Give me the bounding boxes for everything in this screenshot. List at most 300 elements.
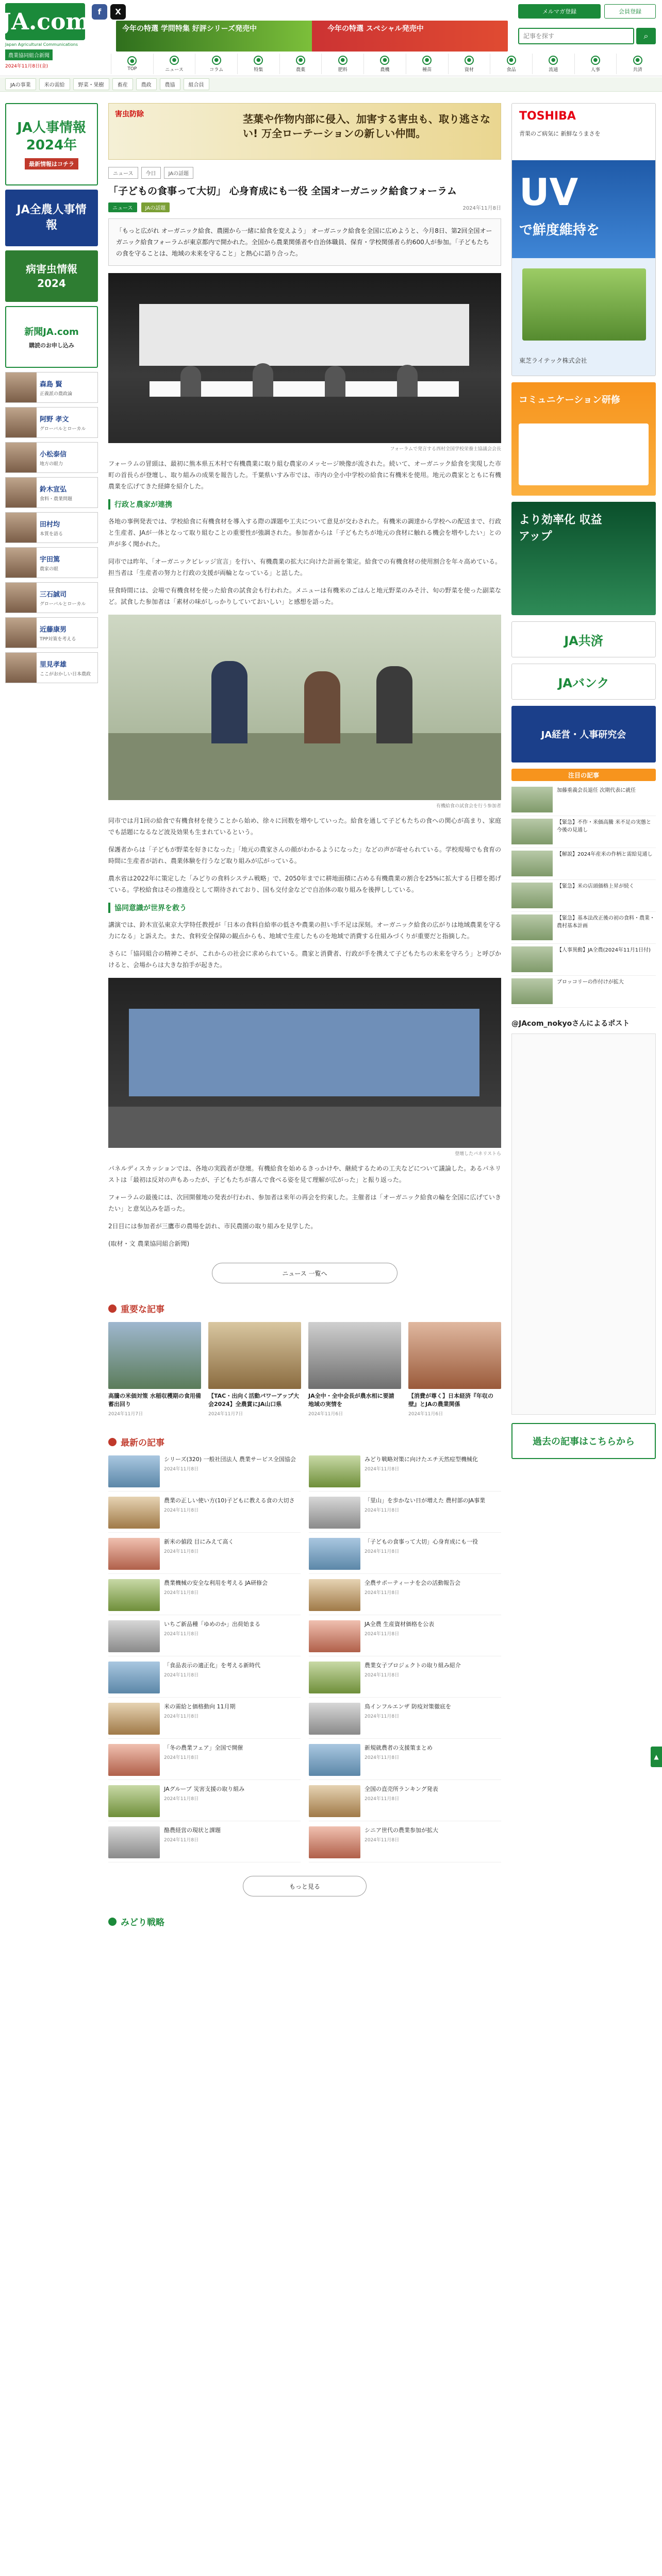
nav-item[interactable] xyxy=(406,54,448,74)
news-icon: ● xyxy=(170,56,179,65)
featured-news-item[interactable] xyxy=(511,816,656,848)
columnist-column: 農家の眼 xyxy=(40,566,59,572)
featured-news-item[interactable] xyxy=(511,976,656,1008)
columnist-column: 正義派の農政論 xyxy=(40,391,73,397)
latest-article-item[interactable] xyxy=(108,1826,301,1862)
article-thumbnail xyxy=(108,1497,160,1529)
header-ad-banner[interactable] xyxy=(116,21,508,52)
zennoh-personnel-banner[interactable] xyxy=(5,190,98,246)
latest-article-date: 2024年11月8日 xyxy=(164,1467,199,1472)
latest-article-date: 2024年11月8日 xyxy=(365,1673,400,1678)
food-icon: ● xyxy=(507,56,516,65)
newsletter-button[interactable]: メルマガ登録 xyxy=(518,4,601,19)
latest-article-date: 2024年11月8日 xyxy=(164,1714,199,1719)
search-input[interactable] xyxy=(518,28,634,44)
latest-articles-title: 最新の記事 xyxy=(121,1438,164,1448)
article-thumbnail xyxy=(309,1579,360,1611)
important-articles-heading xyxy=(108,1302,501,1315)
nav-item-label: 食品 xyxy=(506,67,516,73)
subnav-item[interactable]: 米の需給 xyxy=(39,78,70,90)
columnist-list xyxy=(5,372,98,683)
site-logo[interactable] xyxy=(1,3,90,69)
latest-article-title: 農業の正しい使い方(10)子どもに教える食の大切さ xyxy=(164,1497,295,1504)
nav-item[interactable] xyxy=(532,54,574,74)
columnist-name: 里見孝雄 xyxy=(40,660,67,669)
latest-article-item[interactable] xyxy=(108,1785,301,1821)
article-paragraph: 昼食時間には、会場で有機食材を使った給食の試食会も行われた。メニューは有機米のごはんと地元野菜のみそ汁、旬の野菜を使った副菜など。試食した参加者は「素材の味がしっかりしていておいしい」と感想を語った。 xyxy=(108,587,501,605)
avatar xyxy=(6,478,37,507)
columnist-card[interactable] xyxy=(5,477,98,508)
latest-article-date: 2024年11月8日 xyxy=(365,1797,400,1802)
important-articles xyxy=(108,1322,501,1417)
article-card-title: JA全中・全中会長が農水相に要請 地域の実情を xyxy=(308,1393,394,1408)
featured-news-item[interactable] xyxy=(511,912,656,944)
midori-heading xyxy=(108,1915,501,1928)
latest-article-item[interactable] xyxy=(108,1455,301,1492)
latest-article-item[interactable] xyxy=(309,1455,501,1492)
important-article-card[interactable] xyxy=(308,1322,401,1417)
latest-article-item[interactable] xyxy=(108,1662,301,1698)
subnav-item[interactable]: 農協 xyxy=(160,78,180,90)
news-thumbnail xyxy=(511,787,553,812)
article-paragraph: 各地の事例発表では、学校給食に有機食材を導入する際の課題や工夫について意見が交わされた。有機米の調達から学校への配送まで、行政と生産者、JAが一体となって取り組むことの重要性が強調された。参加者からは「子どもたちが地元の食材に触れる機会を増やしたい」との声が多く聞かれた。 xyxy=(108,518,501,548)
nav-item[interactable] xyxy=(153,54,195,74)
page-top-button[interactable]: ▲ xyxy=(651,1747,662,1767)
important-article-card[interactable] xyxy=(208,1322,301,1417)
latest-article-title: 農業女子プロジェクトの取り組み紹介 xyxy=(365,1662,461,1669)
efficiency-ad-title: より効率化 収益アップ xyxy=(519,514,602,543)
latest-article-date: 2024年11月8日 xyxy=(164,1549,199,1554)
photo-caption-3: 登壇したパネリストら xyxy=(455,1151,501,1157)
news-title: ブロッコリーの作付けが拡大 xyxy=(557,979,624,985)
logo-subtitle: 農業協同組合新聞 xyxy=(5,49,53,60)
columnist-card[interactable] xyxy=(5,442,98,473)
article-paragraph: 同市では昨年、「オーガニックビレッジ宣言」を行い、有機農業の拡大に向けた計画を策定。給食での有機食材の使用割合を年々高めている。担当者は「生産者の努力と行政の支援が両輪となっている」と話した。 xyxy=(108,558,501,577)
header-ad-left: 今年の特選 学問特集 好評シリーズ発売中 xyxy=(122,25,257,33)
produce-image xyxy=(522,268,646,341)
article-thumbnail xyxy=(309,1826,360,1858)
left-sidebar xyxy=(5,103,98,687)
article-thumbnail xyxy=(108,1620,160,1652)
news-title: 【緊急】基本法改正後の初の食料・農業・農村基本計画 xyxy=(557,916,655,929)
latest-article-title: いちご新品種「ゆめのか」出荷始まる xyxy=(164,1621,260,1628)
efficiency-ad[interactable] xyxy=(511,502,656,615)
nav-item-label: 資材 xyxy=(464,67,474,73)
breadcrumb xyxy=(108,167,501,179)
latest-article-item[interactable] xyxy=(309,1579,501,1615)
news-title: 【緊急】米の店頭価格上昇が続く xyxy=(557,884,634,889)
seed-icon: ● xyxy=(422,56,432,65)
latest-article-item[interactable] xyxy=(309,1703,501,1739)
photo-caption-1: フォーラムで発言する西村全国学校栄養士協議会会長 xyxy=(390,447,501,452)
search-icon: ⌕ xyxy=(643,31,649,41)
nav-item[interactable] xyxy=(490,54,532,74)
current-date: 2024年11月8日(金) xyxy=(5,64,48,69)
material-icon: ● xyxy=(465,56,474,65)
columnist-card[interactable] xyxy=(5,407,98,438)
article-date: 2024年11月8日 xyxy=(462,206,501,211)
article-thumbnail xyxy=(309,1455,360,1487)
subscribe-banner[interactable] xyxy=(5,306,98,368)
latest-article-title: シリーズ(320) 一般社団法人 農業サービス全国協会 xyxy=(164,1456,296,1463)
subnav-item[interactable]: JAの事業 xyxy=(5,78,36,90)
nav-item-label: 肥料 xyxy=(338,67,347,73)
avatar xyxy=(6,618,37,648)
article-lead: 「もっと広がれ オーガニック給食、農園から一緒に給食を変えよう」 オーガニック給食を全国に広めようと、今月8日、第2回全国オーガニック給食フォーラムが東京都内で開かれた。全国から農業関係者や自治体職員、保育・学校関係者ら約600人が参加。「子どもたちの食を守ることは、地域の未来を守ること」と熱心に語り合った。 xyxy=(108,218,501,266)
columnist-column: ここがおかしい日本農政 xyxy=(40,671,91,677)
person-icon: ● xyxy=(591,56,600,65)
latest-article-title: 全国の直売所ランキング発表 xyxy=(365,1786,438,1792)
pesticide-ad-banner[interactable] xyxy=(108,103,501,160)
header-ad-right: 今年の特選 スペシャル発売中 xyxy=(327,25,424,33)
article-photo-3 xyxy=(108,978,501,1148)
latest-article-item[interactable] xyxy=(309,1497,501,1533)
site-header xyxy=(0,0,662,76)
latest-articles xyxy=(108,1455,501,1862)
article-paragraph: パネルディスカッションでは、各地の実践者が登壇。有機給食を始めるきっかけや、継続するための工夫などについて議論した。あるパネリストは「最初は反対の声もあったが、子どもたちが喜んで食べる姿を見て理解が広がった」と振り返った。 xyxy=(108,1165,501,1183)
latest-article-date: 2024年11月8日 xyxy=(164,1838,199,1843)
article-thumbnail xyxy=(108,1538,160,1570)
news-title: 加藤重義会長退任 次期代表に就任 xyxy=(557,788,636,793)
article-title: 「子どもの食事って大切」 心身育成にも一役 全国オーガニック給食フォーラム xyxy=(108,185,457,197)
news-title: 【人事異動】JA全農(2024年11月1日付) xyxy=(557,947,651,953)
columnist-name: 小松泰信 xyxy=(40,450,67,459)
latest-article-item[interactable] xyxy=(309,1538,501,1574)
main-nav xyxy=(111,54,658,74)
article-category-badge[interactable]: ニュース xyxy=(108,202,137,212)
nav-item[interactable] xyxy=(237,54,279,74)
nav-item[interactable] xyxy=(448,54,490,74)
article-card-date: 2024年11月7日 xyxy=(208,1412,243,1417)
columnist-card[interactable] xyxy=(5,512,98,543)
columnist-card[interactable] xyxy=(5,547,98,578)
article-card-date: 2024年11月6日 xyxy=(408,1412,443,1417)
x-timeline[interactable] xyxy=(511,1033,656,1415)
columnist-column: 地方の眼力 xyxy=(40,461,63,467)
article-thumbnail xyxy=(108,1455,160,1487)
subnav-item[interactable]: 畜産 xyxy=(112,78,133,90)
article-photo-2 xyxy=(108,615,501,800)
latest-article-date: 2024年11月8日 xyxy=(365,1590,400,1596)
avatar xyxy=(6,372,37,402)
important-article-card[interactable] xyxy=(408,1322,501,1417)
fertilizer-icon: ● xyxy=(338,56,347,65)
columnist-card[interactable] xyxy=(5,617,98,648)
article-thumbnail xyxy=(108,1826,160,1858)
latest-article-item[interactable] xyxy=(309,1620,501,1656)
latest-article-item[interactable] xyxy=(108,1538,301,1574)
latest-article-title: シニア世代の農業参加が拡大 xyxy=(365,1827,438,1834)
pest-info-title: 病害虫情報2024 xyxy=(26,263,77,290)
ja-personnel-sub: 最新情報はコチラ xyxy=(25,158,78,170)
columnist-column: 本質を語る xyxy=(40,531,63,537)
article-paragraph: 同市では月1回の給食で有機食材を使うことから始め、徐々に回数を増やしていった。給食を通して子どもたちの食への関心が高まり、家庭でも話題になるなど波及効果も生まれているという。 xyxy=(108,817,501,836)
article-card-title: 【消費が尊く】日本経済『年収の壁』とJAの農業関係 xyxy=(408,1393,493,1408)
avatar xyxy=(6,513,37,543)
latest-article-date: 2024年11月8日 xyxy=(164,1590,199,1596)
article-thumbnail xyxy=(408,1322,501,1389)
latest-article-title: JAグループ 災害支援の取り組み xyxy=(164,1786,245,1792)
ja-personnel-banner[interactable] xyxy=(5,103,98,185)
columnist-card[interactable] xyxy=(5,652,98,683)
article-card-date: 2024年11月7日 xyxy=(108,1412,143,1417)
search-button[interactable] xyxy=(636,28,656,44)
article-paragraph: フォーラムの最後には、次回開催地の発表が行われ、参加者は来年の再会を約束した。主催者は「オーガニック給食の輪を全国に広げていきたい」と意気込みを語った。 xyxy=(108,1194,501,1212)
article-thumbnail xyxy=(108,1703,160,1735)
important-articles-title: 重要な記事 xyxy=(121,1304,164,1315)
latest-article-title: 「食品表示の適正化」を考える新時代 xyxy=(164,1662,260,1669)
nav-item-label: 種苗 xyxy=(422,67,432,73)
distribution-icon: ● xyxy=(549,56,558,65)
latest-article-title: 農業機械の安全な利用を考える JA研修会 xyxy=(164,1580,268,1586)
latest-article-title: 「子どもの食事って大切」心身育成にも一役 xyxy=(365,1538,478,1545)
latest-article-item[interactable] xyxy=(108,1703,301,1739)
columnist-name: 宇田篤 xyxy=(40,555,60,564)
latest-article-item[interactable] xyxy=(309,1826,501,1862)
right-sidebar xyxy=(511,103,656,1465)
latest-articles-heading xyxy=(108,1435,501,1448)
article-thumbnail xyxy=(309,1703,360,1735)
article-thumbnail xyxy=(208,1322,301,1389)
news-title: 【解説】2024年産米の作柄と需給見通し xyxy=(557,852,653,857)
nav-item[interactable] xyxy=(195,54,237,74)
columnist-name: 鈴木宣弘 xyxy=(40,485,67,494)
featured-news-item[interactable] xyxy=(511,784,656,816)
nav-item[interactable] xyxy=(279,54,322,74)
article-paragraph: 農水省は2022年に策定した「みどりの食料システム戦略」で、2050年までに耕地面積に占める有機農業の割合を25%に拡大する目標を掲げている。学校給食はその推進役として期待されており、国も交付金などで自治体の取り組みを後押ししている。 xyxy=(108,875,501,893)
latest-article-title: 米の需給と価格動向 11月期 xyxy=(164,1703,236,1710)
columnist-name: 三石誠司 xyxy=(40,590,67,599)
communication-ad-title: コミュニケーション研修 xyxy=(519,395,620,405)
x-posts-title: @JAcom_nokyoさんによるポスト xyxy=(511,1020,630,1028)
latest-article-date: 2024年11月8日 xyxy=(164,1632,199,1637)
nav-item-label: TOP xyxy=(127,66,137,72)
article-thumbnail xyxy=(309,1497,360,1529)
featured-news-item[interactable] xyxy=(511,944,656,976)
article-thumbnail xyxy=(309,1538,360,1570)
article-paragraph: (取材・文 農業協同組合新聞) xyxy=(108,1240,190,1247)
nav-item[interactable] xyxy=(574,54,617,74)
nav-item-label: 流通 xyxy=(549,67,558,73)
latest-article-item[interactable] xyxy=(309,1662,501,1698)
article-thumbnail xyxy=(108,1785,160,1817)
latest-article-date: 2024年11月8日 xyxy=(164,1797,199,1802)
avatar xyxy=(6,653,37,683)
latest-article-title: みどり戦略対策に向けたエチ天然痘型機械化 xyxy=(365,1456,478,1463)
breadcrumb-item[interactable]: 今日 xyxy=(141,167,161,179)
latest-article-date: 2024年11月8日 xyxy=(164,1673,199,1678)
columnist-name: 近藤康男 xyxy=(40,625,67,634)
feature-icon: ● xyxy=(254,56,263,65)
important-article-card[interactable] xyxy=(108,1322,201,1417)
article-photo-1 xyxy=(108,273,501,443)
news-thumbnail xyxy=(511,946,553,972)
latest-article-title: 鳥インフルエンザ 防疫対策徹底を xyxy=(365,1703,452,1710)
avatar xyxy=(6,548,37,578)
toshiba-brand: TOSHIBA xyxy=(519,110,576,123)
article-card-date: 2024年11月6日 xyxy=(308,1412,343,1417)
section-dot-icon xyxy=(108,1438,117,1446)
nav-item[interactable] xyxy=(111,54,153,74)
nav-item[interactable] xyxy=(321,54,363,74)
latest-article-title: 酪農経営の現状と課題 xyxy=(164,1827,221,1834)
nav-item-label: 特集 xyxy=(254,67,263,73)
article-subheading: 行政と農家が連携 xyxy=(108,499,501,510)
subscribe-sub: 購読のお申し込み xyxy=(29,342,74,349)
article-thumbnail xyxy=(309,1744,360,1776)
article-paragraph: 保護者からは「子どもが野菜を好きになった」「地元の農家さんの顔がわかるようになった」などの声が寄せられている。学校現場でも食育の時間に生産者が訪れ、農業体験を行うなど取り組みが広がっている。 xyxy=(108,846,502,865)
columnist-column: グローバルとローカル xyxy=(40,426,86,432)
photo-caption-2: 有機給食の試食会を行う参加者 xyxy=(436,804,501,809)
toshiba-uv: UV xyxy=(519,171,578,214)
home-icon: ● xyxy=(127,56,137,65)
article-paragraph: さらに「協同組合の精神こそが、これからの社会に求められている。農家と消費者、行政が手を携えて子どもたちの未来を守ろう」と呼びかけると、会場からは大きな拍手が起きた。 xyxy=(108,950,501,969)
toshiba-lead: 青果のご病気に 新鮮なうまさを xyxy=(519,130,601,137)
article-thumbnail xyxy=(108,1744,160,1776)
ja-research-ad[interactable]: JA経営・人事研究会 xyxy=(511,706,656,762)
article-paragraph: 講演では、鈴木宣弘東京大学特任教授が「日本の食料自給率の低さや農業の担い手不足は深刻。オーガニック給食の広がりは地域農業を守る力になる」と訴えた。また、食料安全保障の観点からも、地域で生産したものを地域で消費する仕組みづくりが重要だと指摘した。 xyxy=(108,921,501,940)
latest-article-title: 新米の値段 目にみえて高く xyxy=(164,1538,234,1545)
avatar xyxy=(6,408,37,437)
ja-kyosai-ad[interactable]: JA共済 xyxy=(511,621,656,657)
nav-item-label: ニュース xyxy=(165,67,184,73)
subnav-item[interactable]: 組合員 xyxy=(184,78,209,90)
news-title: 【緊急】不作・米価高騰 米不足の実態と今後の見通し xyxy=(557,820,652,833)
article-paragraph: 2日目には参加者が三鷹市の農場を訪れ、市民農園の取り組みを見学した。 xyxy=(108,1223,317,1230)
toshiba-ad[interactable] xyxy=(511,103,656,376)
nav-item-label: 人事 xyxy=(590,67,600,73)
latest-article-date: 2024年11月8日 xyxy=(365,1714,400,1719)
pesticide-ad-small: 害虫防除 xyxy=(115,110,144,118)
featured-news-item[interactable] xyxy=(511,880,656,912)
latest-article-date: 2024年11月8日 xyxy=(164,1755,199,1760)
featured-news-title: 注目の記事 xyxy=(511,769,656,781)
article-subcategory-badge[interactable]: JAの話題 xyxy=(141,202,170,212)
article-thumbnail xyxy=(309,1620,360,1652)
latest-article-item[interactable] xyxy=(108,1744,301,1780)
facebook-icon[interactable]: f xyxy=(92,4,107,20)
sub-nav xyxy=(0,77,662,92)
columnist-name: 田村均 xyxy=(40,520,60,529)
ja-personnel-title: JA人事情報2024年 xyxy=(17,120,86,153)
latest-article-item[interactable] xyxy=(309,1785,501,1821)
latest-article-date: 2024年11月8日 xyxy=(365,1755,400,1760)
nav-item-label: コラム xyxy=(209,67,224,73)
x-icon[interactable]: X xyxy=(110,4,126,20)
news-list-button[interactable]: ニュース 一覧へ xyxy=(212,1263,398,1283)
news-thumbnail xyxy=(511,978,553,1004)
columnist-card[interactable] xyxy=(5,582,98,613)
nav-item-label: 農機 xyxy=(380,67,390,73)
news-thumbnail xyxy=(511,914,553,940)
ja-bank-ad[interactable]: JAバンク xyxy=(511,664,656,700)
latest-article-date: 2024年11月8日 xyxy=(365,1508,400,1513)
article-subheading: 協同意識が世界を救う xyxy=(108,903,501,913)
latest-article-title: JA全農 生産資材価格を公表 xyxy=(365,1621,435,1628)
columnist-column: 食料・農業問題 xyxy=(40,496,73,502)
pesticide-icon: ● xyxy=(296,56,305,65)
latest-article-title: 「冬の農業フェア」全国で開催 xyxy=(164,1744,243,1751)
communication-ad-image xyxy=(519,423,649,485)
toshiba-uv-sub: で鮮度維持を xyxy=(519,223,600,238)
latest-article-date: 2024年11月8日 xyxy=(365,1838,400,1843)
article-thumbnail xyxy=(308,1322,401,1389)
social-links xyxy=(92,4,126,20)
columnist-name: 森島 賢 xyxy=(40,380,62,388)
communication-ad[interactable] xyxy=(511,382,656,496)
latest-article-item[interactable] xyxy=(108,1579,301,1615)
logo-mark: JA.com xyxy=(5,3,85,40)
nav-item[interactable] xyxy=(363,54,406,74)
article-card-title: 高騰の米価対策 水稲収穫期の食用備蓄出回り xyxy=(108,1393,201,1408)
article-thumbnail xyxy=(309,1785,360,1817)
machine-icon: ● xyxy=(380,56,389,65)
section-dot-icon xyxy=(108,1918,117,1926)
shield-icon: ● xyxy=(633,56,642,65)
featured-news-item[interactable] xyxy=(511,848,656,880)
pesticide-ad-text: 茎葉や作物内部に侵入、加害する害虫も、取り逃さない! 万全ローテーションの新しい仲間。 xyxy=(243,113,490,140)
latest-article-title: 「里山」を歩かない日が増えた 農村部のJA事業 xyxy=(365,1497,486,1504)
nav-item[interactable] xyxy=(616,54,658,74)
latest-article-date: 2024年11月8日 xyxy=(365,1467,400,1472)
zennoh-personnel-title: JA全農人事情報 xyxy=(16,204,87,232)
columnist-column: グローバルとローカル xyxy=(40,601,86,607)
latest-article-date: 2024年11月8日 xyxy=(365,1549,400,1554)
featured-news-list xyxy=(511,784,656,1008)
article-thumbnail xyxy=(309,1662,360,1693)
main-content xyxy=(108,103,501,1928)
breadcrumb-item[interactable]: ニュース xyxy=(108,167,138,179)
nav-item-label: 農薬 xyxy=(296,67,306,73)
pest-info-banner[interactable] xyxy=(5,250,98,302)
article-thumbnail xyxy=(108,1322,201,1389)
article-paragraph: フォーラムの冒頭は、最初に熊本県五木村で有機農業に取り組む農家のメッセージ映像が流された。続いて、オーガニック給食を実現した市町の首長らが登壇し、取り組みの成果を報告した。千葉県いすみ市では、市内の全小中学校の給食に有機米を使用。地元の農家とともに有機農業を広げてきた経緯を紹介した。 xyxy=(108,460,501,490)
subscribe-title: 新聞JA.com xyxy=(24,327,79,337)
more-latest-button[interactable]: もっと見る xyxy=(243,1876,367,1896)
breadcrumb-item[interactable]: JAの話題 xyxy=(164,167,194,179)
columnist-card[interactable] xyxy=(5,372,98,403)
article-meta xyxy=(108,202,501,212)
archive-link[interactable]: 過去の記事はこちらから xyxy=(511,1423,656,1459)
latest-article-item[interactable] xyxy=(108,1497,301,1533)
register-button[interactable]: 会員登録 xyxy=(604,4,656,19)
avatar xyxy=(6,583,37,613)
midori-title: みどり戦略 xyxy=(121,1918,164,1928)
avatar xyxy=(6,443,37,472)
columnist-column: TPP対策を考える xyxy=(40,636,76,642)
section-dot-icon xyxy=(108,1304,117,1313)
latest-article-date: 2024年11月8日 xyxy=(365,1632,400,1637)
columnist-name: 阿野 孝文 xyxy=(40,415,69,423)
latest-article-item[interactable] xyxy=(108,1620,301,1656)
subnav-item[interactable]: 農政 xyxy=(136,78,157,90)
latest-article-title: 全農サポーティーナを会の活動報告会 xyxy=(365,1580,461,1586)
logo-tagline: Japan Agricultural Communications xyxy=(5,42,78,47)
latest-article-title: 新規就農者の支援策まとめ xyxy=(365,1744,433,1751)
nav-item-label: 共済 xyxy=(633,67,642,73)
article-card-title: 【TAC・出向く活動パワーアップ大会2024】全農賞にJA山口県 xyxy=(208,1393,299,1408)
latest-article-item[interactable] xyxy=(309,1744,501,1780)
subnav-item[interactable]: 野菜・果樹 xyxy=(73,78,109,90)
article-thumbnail xyxy=(108,1662,160,1693)
news-thumbnail xyxy=(511,883,553,908)
news-thumbnail xyxy=(511,851,553,876)
column-icon: ● xyxy=(212,56,221,65)
latest-article-date: 2024年11月8日 xyxy=(164,1508,199,1513)
toshiba-foot: 東芝ライテック株式会社 xyxy=(519,357,587,364)
article-thumbnail xyxy=(108,1579,160,1611)
news-thumbnail xyxy=(511,819,553,844)
